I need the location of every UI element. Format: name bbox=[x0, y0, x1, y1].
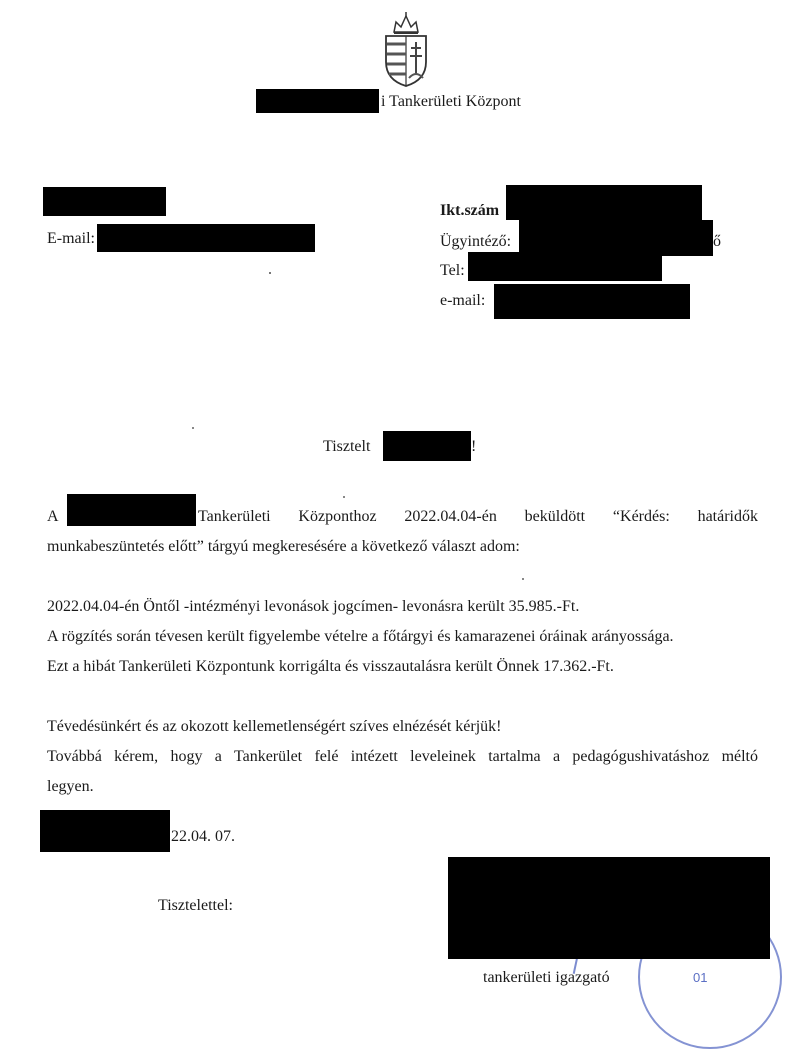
scan-speck bbox=[192, 427, 194, 429]
body-line-2: A rögzítés során tévesen került figyelembe vételre a főtárgyi és kamarazenei óráinak arányossága. bbox=[47, 628, 674, 645]
scan-speck bbox=[269, 272, 271, 274]
para1-line2: munkabeszüntetés előtt” tárgyú megkeresésére a következő választ adom: bbox=[47, 538, 520, 555]
office-title: i Tankerületi Központ bbox=[381, 93, 521, 110]
ikt-label: Ikt.szám bbox=[440, 202, 500, 219]
date-text: 22.04. 07. bbox=[171, 828, 235, 845]
closing-text: Tisztelettel: bbox=[158, 897, 233, 914]
para1-rest: Tankerületi Központhoz 2022.04.04-én beküldött “Kérdés: határidők bbox=[198, 508, 758, 525]
apology-line: Tévedésünkért és az okozott kellemetlenségért szíves elnézését kérjük! bbox=[47, 718, 502, 735]
request-line-1: Továbbá kérem, hogy a Tankerület felé intézett leveleinek tartalma a pedagógushivatáshoz méltó bbox=[47, 748, 758, 765]
scan-speck bbox=[343, 496, 345, 498]
redacted-office-name bbox=[256, 89, 379, 113]
redacted-telephone bbox=[468, 252, 662, 281]
salutation-suffix: ! bbox=[471, 438, 477, 455]
redacted-ikt-number bbox=[506, 185, 702, 220]
stamp-number: 01 bbox=[693, 970, 708, 985]
redacted-signature-name bbox=[448, 857, 770, 959]
ugyintezo-label: Ügyintéző: bbox=[440, 233, 512, 250]
body-line-1: 2022.04.04-én Öntől -intézményi levonások jogcímen- levonásra került 35.985.-Ft. bbox=[47, 598, 580, 615]
salutation-prefix: Tisztelt bbox=[323, 438, 371, 455]
coat-of-arms-icon bbox=[380, 12, 432, 88]
scan-speck bbox=[522, 578, 524, 580]
recipient-email-label: e-mail: bbox=[440, 292, 486, 309]
tel-label: Tel: bbox=[440, 262, 465, 279]
redacted-recipient-email bbox=[494, 284, 690, 319]
ugyintezo-tail: ő bbox=[713, 233, 721, 250]
body-line-3: Ezt a hibát Tankerületi Központunk korrigálta és visszautalásra került Önnek 17.362.-Ft. bbox=[47, 658, 614, 675]
sender-email-label: E-mail: bbox=[47, 230, 95, 247]
para1-start: A bbox=[47, 508, 59, 525]
redacted-ugyintezo-name bbox=[519, 220, 713, 256]
redacted-district-name bbox=[67, 494, 196, 526]
redacted-sender-name bbox=[43, 187, 166, 216]
signatory-title: tankerületi igazgató bbox=[483, 969, 610, 986]
redacted-recipient-name bbox=[383, 431, 471, 461]
redacted-place bbox=[40, 810, 170, 852]
request-line-2: legyen. bbox=[47, 778, 94, 795]
redacted-sender-email bbox=[97, 224, 315, 252]
